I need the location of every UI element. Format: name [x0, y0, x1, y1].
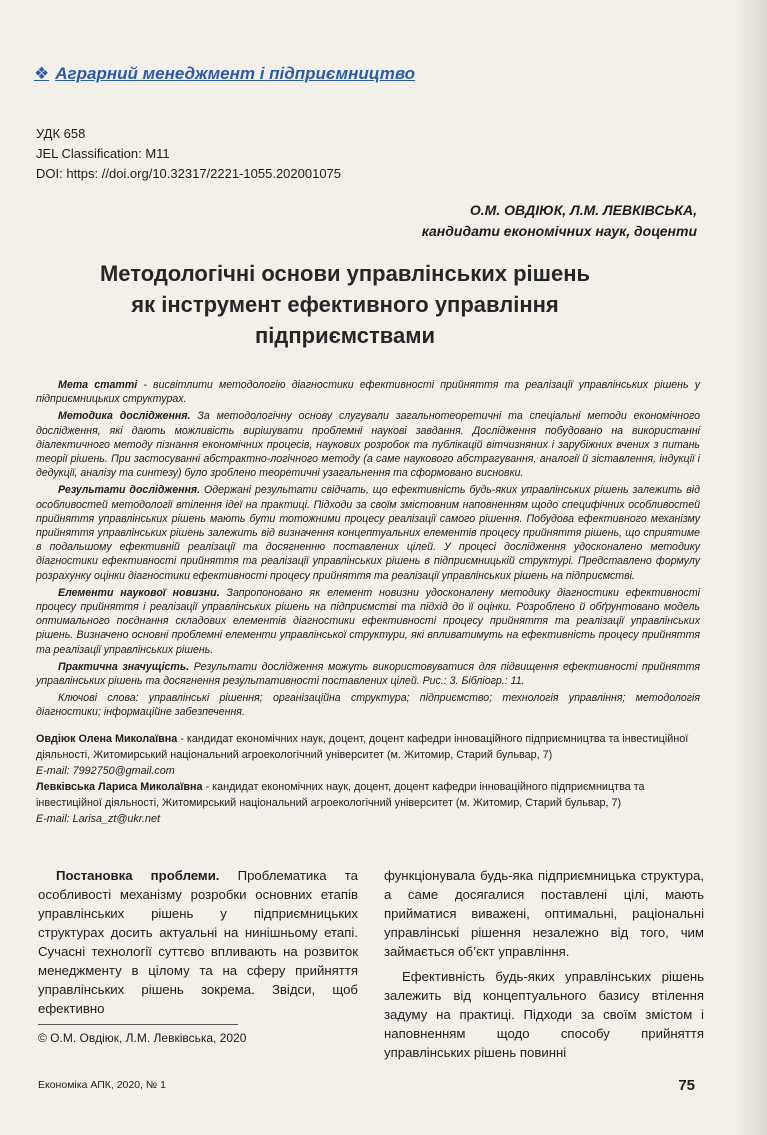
copyright-note: © О.М. Овдіюк, Л.М. Левківська, 2020: [38, 1031, 247, 1045]
doi-link[interactable]: DOI: https: //doi.org/10.32317/2221-1055.202001075: [36, 166, 342, 181]
abstract-results: Результати дослідження. Одержані результати свідчать, що ефективність будь-яких управлінських рішень залежить від особливостей методології втілення ідеї на практиці. Підходи за своїм змістовним наповненням щодо специфічних особливостей прийняття управлінських рішень мають бути тотожними процесу реалізації самого рішення. Побудова ефективного механізму прийняття управлінських рішень залежить від визначення концептуальних елементів процесу прийняття рішень, що сприятиме в подальшому ефективній реалізації та досягненню поставлених цілей. У процесі дослідження удосконалено методику діагностики ефективності прийняття та реалізації управлінських рішень в підприємницькій структурі. Представлено формулу розрахунку оцінки діагностики ефективності процесу прийняття та реалізації управлінських рішень на підприємстві.: [36, 484, 701, 582]
journal-footer: Економіка АПК, 2020, № 1: [38, 1079, 166, 1091]
author-email-ovdiiuk[interactable]: E-mail: 7992750@gmail.com: [36, 765, 175, 777]
abstract: [36, 378, 700, 723]
author-info-ovdiiuk: Овдіюк Олена Миколаївна - кандидат економічних наук, доцент, доцент кафедри інноваційного підприємництва та інвестиційної діяльності, Житомирський національний агроекологічний університет (м. Житомир, Старий бульвар, 7): [36, 733, 689, 761]
page-number: 75: [678, 1077, 695, 1094]
udk-code: УДК 658: [36, 126, 86, 141]
abstract-significance: Практична значущість. Результати дослідження можуть використовуватися для підвищення ефективності прийняття управлінських рішень та досягнення результативності поставлених цілей. Рис.: 3. Бібліогр.: 11.: [36, 660, 701, 688]
jel-classification: JEL Classification: M11: [36, 146, 170, 161]
abstract-purpose: Мета статті - висвітлити методологію діагностики ефективності прийняття та реалізації управлінських рішень у підприємницьких структурах.: [36, 379, 700, 406]
author-info-levkivska: Левківська Лариса Миколаївна - кандидат економічних наук, доцент, доцент кафедри інноваційного підприємництва та інвестиційної діяльності, Житомирський національний агроекологічний університет (м. Житомир, Старий бульвар, 7): [36, 781, 645, 809]
abstract-novelty: Елементи наукової новизни. Запропоновано як елемент новизни удосконалену методику діагностики ефективності процесу прийняття і реалізації управлінських рішень на підприємстві та підхід до її оцінки. Розроблено й обґрунтовано модель оптимального поєднання складових елементів діагностики ефективності процесу прийняття та реалізації управлінських рішень. Визначено основні проблемні елементи управлінської структури, які впливатимуть на ефективність процесу прийняття та реалізації управлінських рішень.: [36, 586, 700, 656]
body-paragraph: Ефективність будь-яких управлінських рішень залежить від концептуального базису втілення задуму на практиці. Підходи за своїм змістом і наповненням щодо способу прийняття управлінських рішень повинні: [384, 969, 704, 1060]
authors-block: [422, 200, 697, 242]
author-email-levkivska[interactable]: E-mail: Larisa_zt@ukr.net: [36, 813, 160, 825]
article-title: Методологічні основи управлінських рішень як інструмент ефективного управління підприємствами: [99, 261, 591, 348]
body-paragraph: Постановка проблеми. Проблематика та особливості механізму розробки основних етапів управлінських рішень у підприємницьких структурах досить актуальні на нинішньому етапі. Сучасні технології суттєво впливають на розвиток менеджменту в цілому та на сферу прийняття управлінських рішень зокрема. Звідси, щоб ефективно: [38, 868, 358, 1016]
author-names: О.М. ОВДІЮК, Л.М. ЛЕВКІВСЬКА,: [469, 202, 697, 218]
body-column-left: [38, 866, 358, 1024]
abstract-keywords: Ключові слова: управлінські рішення; організаційна структура; підприємство; технологія управління; методологія діагностики; інформаційне забезпечення.: [36, 692, 700, 719]
page-edge-shadow: [733, 0, 767, 1135]
footnote-divider: [38, 1024, 238, 1025]
body-column-right: [384, 866, 704, 1068]
abstract-methods: Методика дослідження. За методологічну основу слугували загальнотеоретичні та спеціальні методи економічного дослідження, які дають можливість вирішувати проблемні наукові завдання. Дослідження побудовано на використанні діалектичного методу пізнання економічних процесів, наукових розробок та публікацій вітчизняних і зарубіжних вчених з питань теорії рішень. При застосуванні абстрактно-логічного методу (а саме наукового абстрагування, аналогії й зіставлення, індукції і дедукції, аналізу та синтезу) було зроблено теоретичні узагальнення та сформовано висновки.: [36, 410, 700, 480]
diamond-bullet-icon: ❖: [34, 64, 50, 83]
body-paragraph: функціонувала будь-яка підприємницька структура, а саме досягалися поставлені цілі, мають прийматися виважені, оптимальні, раціональні управлінські рішення незалежно від того, чим займається об’єкт управління.: [384, 868, 704, 959]
section-title: Аграрний менеджмент і підприємництво: [55, 64, 416, 83]
section-header: [34, 64, 415, 84]
article-metadata: [36, 124, 341, 184]
author-degree: кандидати економічних наук, доценти: [421, 223, 697, 239]
author-info: [36, 731, 700, 827]
